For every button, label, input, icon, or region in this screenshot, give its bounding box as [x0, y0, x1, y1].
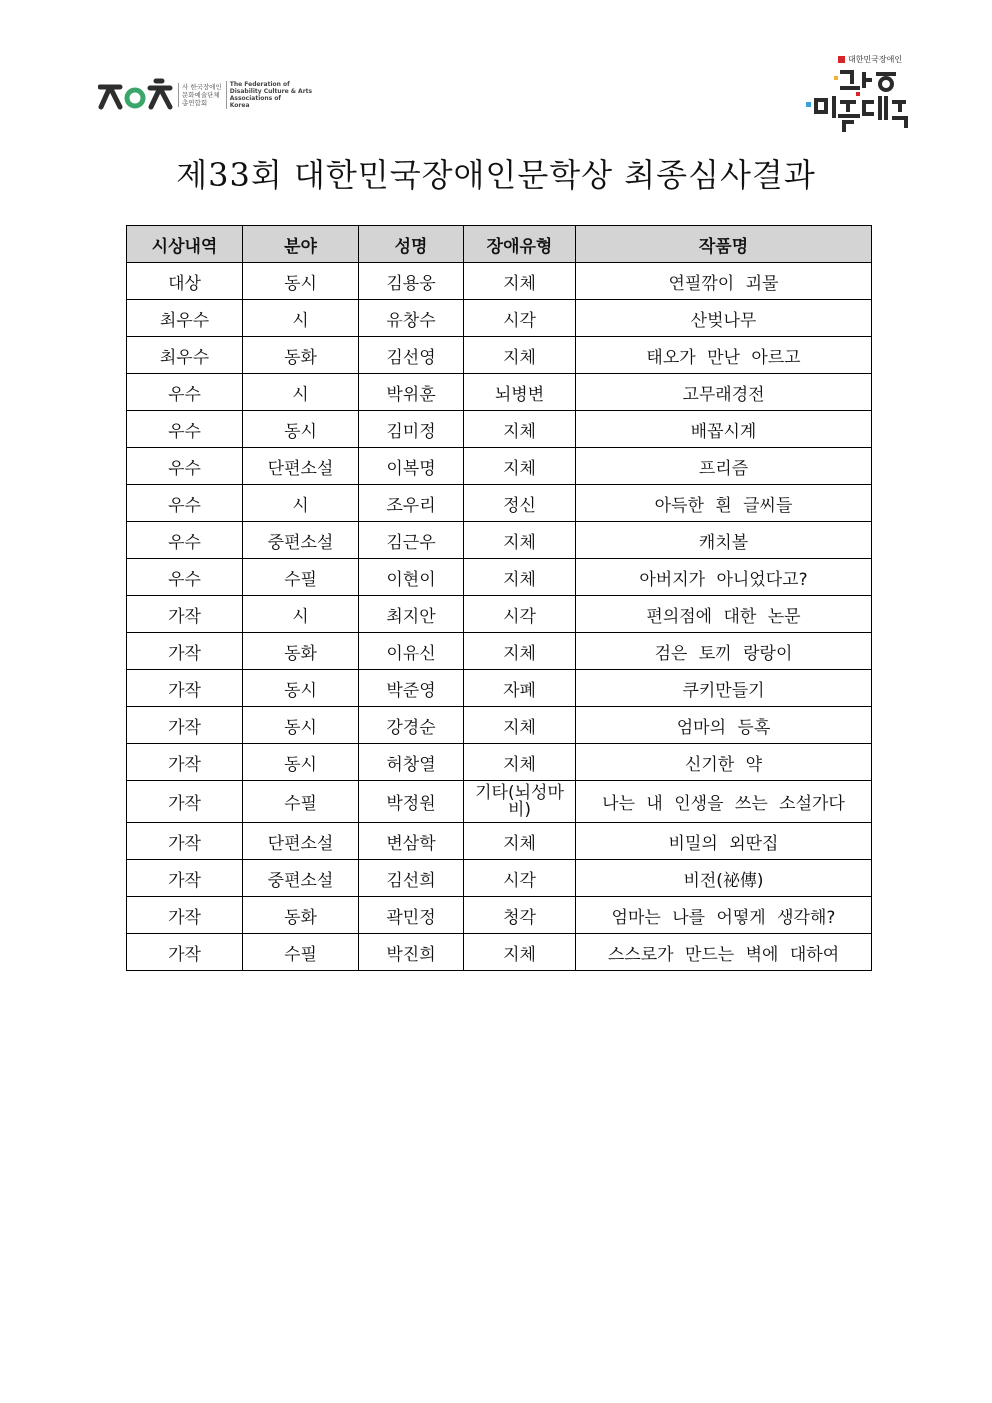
name-cell: 박진희 — [359, 934, 464, 971]
category-cell: 동시 — [243, 670, 359, 707]
work-title-cell: 검은 토끼 랑랑이 — [576, 633, 872, 670]
category-cell: 중편소설 — [243, 860, 359, 897]
category-cell: 단편소설 — [243, 823, 359, 860]
name-cell: 김선영 — [359, 337, 464, 374]
art-exhibition-logo-label: 대한민국장애인 — [838, 54, 902, 65]
award-cell: 가작 — [127, 934, 243, 971]
table-row — [127, 934, 872, 971]
table-row — [127, 337, 872, 374]
award-cell: 우수 — [127, 522, 243, 559]
name-cell: 박준영 — [359, 670, 464, 707]
disability-type-cell: 지체 — [464, 263, 576, 300]
disability-type-cell: 뇌병변 — [464, 374, 576, 411]
federation-logo-mark — [98, 78, 174, 112]
category-cell: 시 — [243, 596, 359, 633]
table-row — [127, 707, 872, 744]
name-cell: 이복명 — [359, 448, 464, 485]
disability-type-cell: 지체 — [464, 559, 576, 596]
category-cell: 중편소설 — [243, 522, 359, 559]
table-row — [127, 596, 872, 633]
name-cell: 조우리 — [359, 485, 464, 522]
name-cell: 김선희 — [359, 860, 464, 897]
category-cell: 수필 — [243, 559, 359, 596]
award-cell: 가작 — [127, 781, 243, 823]
award-cell: 우수 — [127, 374, 243, 411]
federation-logo-korean-text: 사 한국장애인 문화예술단체 총연합회 — [178, 83, 222, 107]
work-title-cell: 엄마의 등혹 — [576, 707, 872, 744]
work-title-cell: 편의점에 대한 논문 — [576, 596, 872, 633]
name-cell: 박위훈 — [359, 374, 464, 411]
award-cell: 가작 — [127, 707, 243, 744]
federation-logo — [98, 78, 312, 112]
table-row — [127, 448, 872, 485]
table-row — [127, 633, 872, 670]
work-title-cell: 고무래경전 — [576, 374, 872, 411]
category-cell: 동시 — [243, 411, 359, 448]
disability-type-cell: 시각 — [464, 596, 576, 633]
disability-type-cell: 시각 — [464, 300, 576, 337]
federation-logo-english-text: The Federation of Disability Culture & Arts Associations of Korea — [226, 81, 312, 109]
award-cell: 가작 — [127, 633, 243, 670]
column-header-disability-type: 장애유형 — [464, 226, 576, 263]
table-row — [127, 559, 872, 596]
name-cell: 김근우 — [359, 522, 464, 559]
category-cell: 동화 — [243, 633, 359, 670]
disability-type-cell: 지체 — [464, 633, 576, 670]
work-title-cell: 연필깎이 괴물 — [576, 263, 872, 300]
work-title-cell: 태오가 만난 아르고 — [576, 337, 872, 374]
art-exhibition-logo — [800, 52, 910, 134]
disability-type-cell: 지체 — [464, 411, 576, 448]
award-cell: 우수 — [127, 485, 243, 522]
table-row — [127, 300, 872, 337]
table-row — [127, 897, 872, 934]
award-cell: 최우수 — [127, 300, 243, 337]
work-title-cell: 나는 내 인생을 쓰는 소설가다 — [576, 781, 872, 823]
work-title-cell: 프리즘 — [576, 448, 872, 485]
award-cell: 최우수 — [127, 337, 243, 374]
disability-type-cell: 시각 — [464, 860, 576, 897]
work-title-cell: 쿠키만들기 — [576, 670, 872, 707]
table-row — [127, 744, 872, 781]
table-row — [127, 263, 872, 300]
disability-type-cell: 자폐 — [464, 670, 576, 707]
name-cell: 최지안 — [359, 596, 464, 633]
work-title-cell: 스스로가 만드는 벽에 대하여 — [576, 934, 872, 971]
award-cell: 우수 — [127, 411, 243, 448]
award-cell: 가작 — [127, 670, 243, 707]
award-cell: 대상 — [127, 263, 243, 300]
name-cell: 변삼학 — [359, 823, 464, 860]
disability-type-cell: 지체 — [464, 707, 576, 744]
category-cell: 단편소설 — [243, 448, 359, 485]
category-cell: 동시 — [243, 263, 359, 300]
table-row — [127, 860, 872, 897]
disability-type-cell: 지체 — [464, 337, 576, 374]
table-row — [127, 823, 872, 860]
disability-type-cell: 지체 — [464, 448, 576, 485]
disability-type-cell: 지체 — [464, 522, 576, 559]
award-cell: 가작 — [127, 860, 243, 897]
disability-type-cell: 지체 — [464, 823, 576, 860]
name-cell: 김용웅 — [359, 263, 464, 300]
disability-type-cell: 지체 — [464, 744, 576, 781]
work-title-cell: 아득한 흰 글씨들 — [576, 485, 872, 522]
work-title-cell: 배꼽시계 — [576, 411, 872, 448]
column-header-award: 시상내역 — [127, 226, 243, 263]
award-cell: 가작 — [127, 744, 243, 781]
column-header-name: 성명 — [359, 226, 464, 263]
name-cell: 이현이 — [359, 559, 464, 596]
table-row — [127, 374, 872, 411]
category-cell: 동화 — [243, 897, 359, 934]
table-row — [127, 670, 872, 707]
award-cell: 가작 — [127, 897, 243, 934]
award-cell: 우수 — [127, 448, 243, 485]
disability-type-cell: 정신 — [464, 485, 576, 522]
category-cell: 동시 — [243, 744, 359, 781]
name-cell: 김미정 — [359, 411, 464, 448]
column-header-category: 분야 — [243, 226, 359, 263]
category-cell: 시 — [243, 374, 359, 411]
category-cell: 동화 — [243, 337, 359, 374]
award-cell: 우수 — [127, 559, 243, 596]
table-header-row — [127, 226, 872, 263]
disability-type-cell: 청각 — [464, 897, 576, 934]
table-row — [127, 411, 872, 448]
name-cell: 곽민정 — [359, 897, 464, 934]
table-row — [127, 781, 872, 823]
work-title-cell: 아버지가 아니었다고? — [576, 559, 872, 596]
work-title-cell: 산벚나무 — [576, 300, 872, 337]
table-row — [127, 522, 872, 559]
work-title-cell: 비밀의 외딴집 — [576, 823, 872, 860]
category-cell: 시 — [243, 485, 359, 522]
table-row — [127, 485, 872, 522]
results-table — [126, 225, 872, 971]
name-cell: 이유신 — [359, 633, 464, 670]
disability-type-cell: 기타(뇌성마 비) — [464, 781, 576, 823]
name-cell: 박정원 — [359, 781, 464, 823]
name-cell: 강경순 — [359, 707, 464, 744]
category-cell: 동시 — [243, 707, 359, 744]
work-title-cell: 엄마는 나를 어떻게 생각해? — [576, 897, 872, 934]
name-cell: 유창수 — [359, 300, 464, 337]
art-exhibition-logo-mark — [800, 52, 910, 134]
category-cell: 수필 — [243, 934, 359, 971]
category-cell: 시 — [243, 300, 359, 337]
work-title-cell: 캐치볼 — [576, 522, 872, 559]
work-title-cell: 비전(祕傳) — [576, 860, 872, 897]
disability-type-cell: 지체 — [464, 934, 576, 971]
name-cell: 허창열 — [359, 744, 464, 781]
page-title: 제33회 대한민국장애인문학상 최종심사결과 — [176, 156, 816, 194]
work-title-cell: 신기한 약 — [576, 744, 872, 781]
column-header-work-title: 작품명 — [576, 226, 872, 263]
award-cell: 가작 — [127, 823, 243, 860]
award-cell: 가작 — [127, 596, 243, 633]
category-cell: 수필 — [243, 781, 359, 823]
